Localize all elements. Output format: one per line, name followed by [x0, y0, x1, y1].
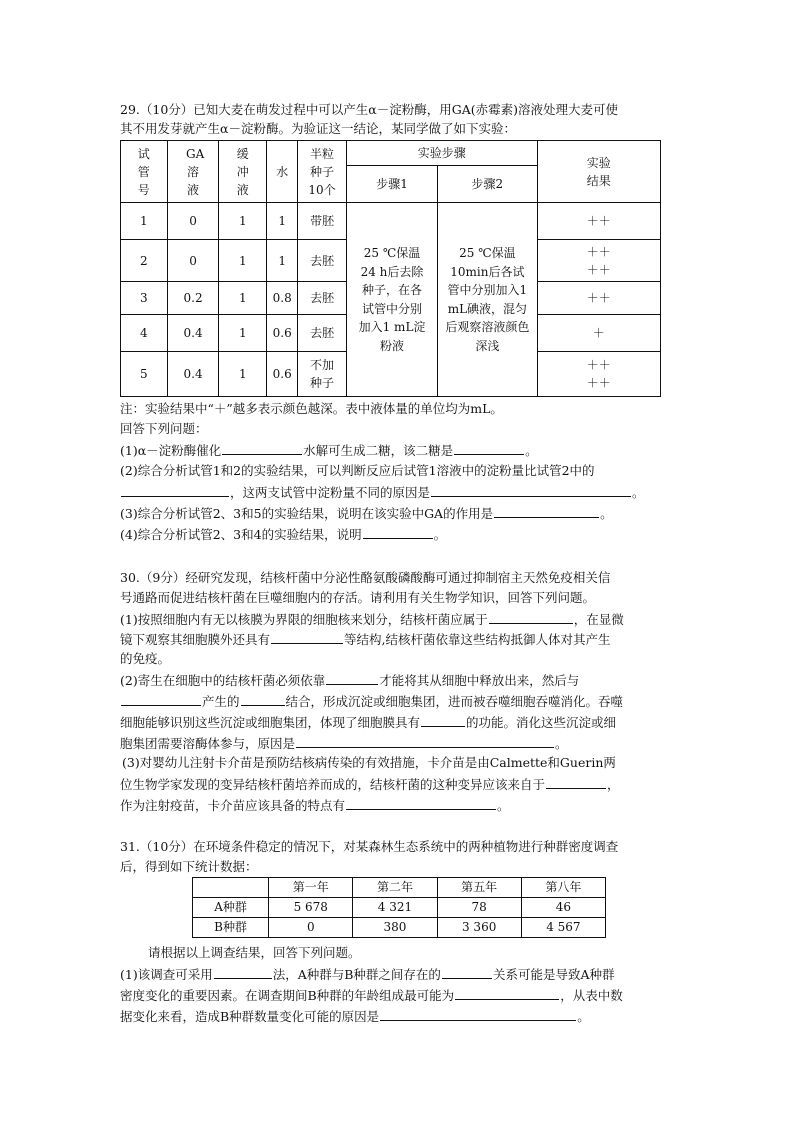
t2-row-a-y8: 46 — [521, 898, 605, 918]
row5-tube: 5 — [121, 352, 168, 397]
q30-p2-line2: 产生的 结合，形成沉淀或细胞集团，进而被吞噬细胞吞噬消化。吞噬 — [120, 692, 623, 710]
blank[interactable] — [546, 775, 606, 789]
row2-ga: 0 — [167, 240, 219, 282]
blank[interactable] — [363, 525, 433, 539]
t2-header-2: 第二年 — [353, 878, 437, 898]
q29-line-2: 其不用发芽就产生α－淀粉酶。为验证这一结论，某同学做了如下实验： — [120, 121, 516, 136]
blank[interactable] — [222, 441, 302, 455]
t2-row-a-y2: 4 321 — [353, 898, 437, 918]
blank[interactable] — [494, 504, 599, 518]
blank[interactable] — [431, 483, 631, 497]
row2-buffer: 1 — [219, 240, 267, 282]
t2-row-b-y8: 4 567 — [521, 918, 605, 938]
blank[interactable] — [442, 965, 492, 979]
row4-buffer: 1 — [219, 315, 267, 352]
row1-result: ＋＋ — [537, 203, 660, 240]
row4-water: 0.6 — [267, 315, 298, 352]
q29-experiment-table — [120, 140, 661, 397]
q30-p2-line1: (2)寄生在细胞中的结核杆菌必须依靠 才能将其从细胞中释放出来，然后与 — [120, 673, 580, 688]
q31-line-1: 31.（10分）在环境条件稳定的情况下，对某森林生态系统中的两种植物进行种群密度调查 — [120, 839, 619, 854]
q30-p2-line4: 胞集团需要溶酶体参与，原因是 。 — [120, 736, 568, 751]
row5-seed: 不加种子 — [310, 358, 335, 390]
row5-ga: 0.4 — [167, 352, 219, 397]
row4-tube: 4 — [121, 315, 168, 352]
row1-ga: 0 — [167, 203, 219, 240]
t2-row-b-label: B种群 — [193, 918, 269, 938]
row3-buffer: 1 — [219, 282, 267, 315]
t2-row-a-label: A种群 — [193, 898, 269, 918]
blank[interactable] — [455, 986, 559, 1000]
q31-population-table — [192, 877, 606, 938]
row1-tube: 1 — [121, 203, 168, 240]
row5-buffer: 1 — [219, 352, 267, 397]
q29-sub-2-line2: ，这两支试管中淀粉量不同的原因是 。 — [120, 483, 645, 501]
blank[interactable] — [326, 671, 378, 685]
q29-sub-1: (1)α－淀粉酶催化 水解可生成二糖，该二糖是 。 — [120, 443, 538, 458]
q31-intro: 请根据以上调查结果，回答下列问题。 — [148, 945, 361, 960]
blank[interactable] — [271, 630, 343, 644]
q29-sub-2-line1: (2)综合分析试管1和2的实验结果，可以判断反应后试管1溶液中的淀粉量比试管2中的 — [120, 463, 595, 478]
q30-p3-line1: (3)对婴幼儿注射卡介苗是预防结核病传染的有效措施，卡介苗是由Calmette和Guerin两 — [122, 755, 616, 770]
row2-result: ＋＋＋＋ — [586, 244, 611, 277]
t2-row-b-y1: 0 — [269, 918, 353, 938]
blank[interactable] — [296, 734, 554, 748]
row4-result: ＋ — [537, 315, 660, 352]
row3-result: ＋＋ — [537, 282, 660, 315]
q31-line-2: 后，得到如下统计数据： — [120, 859, 258, 874]
row4-seed: 去胚 — [298, 315, 347, 352]
row1-buffer: 1 — [219, 203, 267, 240]
row5-result: ＋＋＋＋ — [586, 358, 611, 390]
t2-header-1: 第一年 — [269, 878, 353, 898]
header-steps: 实验步骤 — [417, 146, 466, 160]
q29-sub-3: (3)综合分析试管2、3和5的实验结果，说明在该实验中GA的作用是 。 — [120, 506, 613, 521]
row2-seed: 去胚 — [298, 240, 347, 282]
row1-water: 1 — [267, 203, 298, 240]
q30-p1-line2: 镜下观察其细胞膜外还具有 等结构,结核杆菌依靠这些结构抵御人体对其产生 — [120, 632, 611, 647]
row3-tube: 3 — [121, 282, 168, 315]
q30-line-2: 号通路而促进结核杆菌在巨噬细胞内的存活。请利用有关生物学知识，回答下列问题。 — [120, 590, 596, 605]
t2-row-b-y5: 3 360 — [437, 918, 521, 938]
q31-p1-line3: 据变化来看，造成B种群数量变化可能的原因是 。 — [120, 1009, 590, 1024]
header-step2: 步骤2 — [471, 177, 504, 191]
header-seed: 半粒种子10个 — [308, 146, 336, 197]
blank[interactable] — [121, 692, 201, 706]
step1-text: 25 ℃保温24 h后去除种子，在各试管中分别加入1 mL淀粉液 — [358, 246, 426, 353]
q30-p3-line2: 位生物学家发现的变异结核杆菌培养而成的，结核杆菌的这种变异应该来自于 ， — [120, 777, 620, 792]
q29-line-1: 29.（10分）已知大麦在萌发过程中可以产生α－淀粉酶，用GA(赤霉素)溶液处理大麦可使 — [120, 102, 618, 117]
row2-tube: 2 — [121, 240, 168, 282]
q29-note: 注：实验结果中“＋”越多表示颜色越深。表中液体量的单位均为mL。 — [120, 401, 503, 416]
step2-text: 25 ℃保温10min后各试管中分别加入1 mL碘液，混匀后观察溶液颜色深浅 — [445, 246, 530, 353]
row3-ga: 0.2 — [167, 282, 219, 315]
blank[interactable] — [454, 441, 524, 455]
blank[interactable] — [380, 1007, 576, 1021]
q30-p1-line3: 的免疫。 — [120, 651, 171, 666]
blank[interactable] — [214, 965, 272, 979]
t2-header-4: 第八年 — [521, 878, 605, 898]
blank[interactable] — [421, 713, 465, 727]
blank[interactable] — [489, 610, 573, 624]
header-buffer: 缓冲液 — [236, 146, 249, 197]
t2-row-a-y1: 5 678 — [269, 898, 353, 918]
blank[interactable] — [121, 483, 229, 497]
blank[interactable] — [241, 692, 285, 706]
blank[interactable] — [346, 796, 496, 810]
t2-header-3: 第五年 — [437, 878, 521, 898]
row2-water: 1 — [267, 240, 298, 282]
q30-p2-line3: 细胞能够识别这些沉淀或细胞集团，体现了细胞膜具有 的功能。消化这些沉淀或细 — [120, 715, 617, 730]
header-ga: GA溶液 — [186, 146, 205, 197]
row5-water: 0.6 — [267, 352, 298, 397]
q29-answer-intro: 回答下列问题： — [120, 421, 208, 436]
header-water: 水 — [276, 164, 289, 179]
q30-p3-line3: 作为注射疫苗，卡介苗应该具备的特点有 。 — [120, 798, 510, 813]
row3-water: 0.8 — [267, 282, 298, 315]
t2-header-0 — [193, 878, 269, 898]
row4-ga: 0.4 — [167, 315, 219, 352]
header-result: 实验结果 — [586, 155, 611, 188]
row1-seed: 带胚 — [298, 203, 347, 240]
q31-p1-line1: (1)该调查可采用 法，A种群与B种群之间存在的 关系可能是导致A种群 — [120, 967, 615, 982]
header-tube: 试管号 — [137, 146, 150, 197]
q31-p1-line2: 密度变化的重要因素。在调查期间B种群的年龄组成最可能为 ，从表中数 — [120, 988, 623, 1003]
q30-p1-line1: (1)按照细胞内有无以核膜为界限的细胞核来划分，结核杆菌应属于 ，在显微 — [120, 612, 624, 627]
t2-row-b-y2: 380 — [353, 918, 437, 938]
q30-line-1: 30.（9分）经研究发现，结核杆菌中分泌性酪氨酸磷酸酶可通过抑制宿主天然免疫相关信 — [120, 570, 611, 585]
t2-row-a-y5: 78 — [437, 898, 521, 918]
row3-seed: 去胚 — [298, 282, 347, 315]
q29-sub-4: (4)综合分析试管2、3和4的实验结果，说明 。 — [120, 527, 447, 542]
header-step1: 步骤1 — [376, 177, 408, 191]
